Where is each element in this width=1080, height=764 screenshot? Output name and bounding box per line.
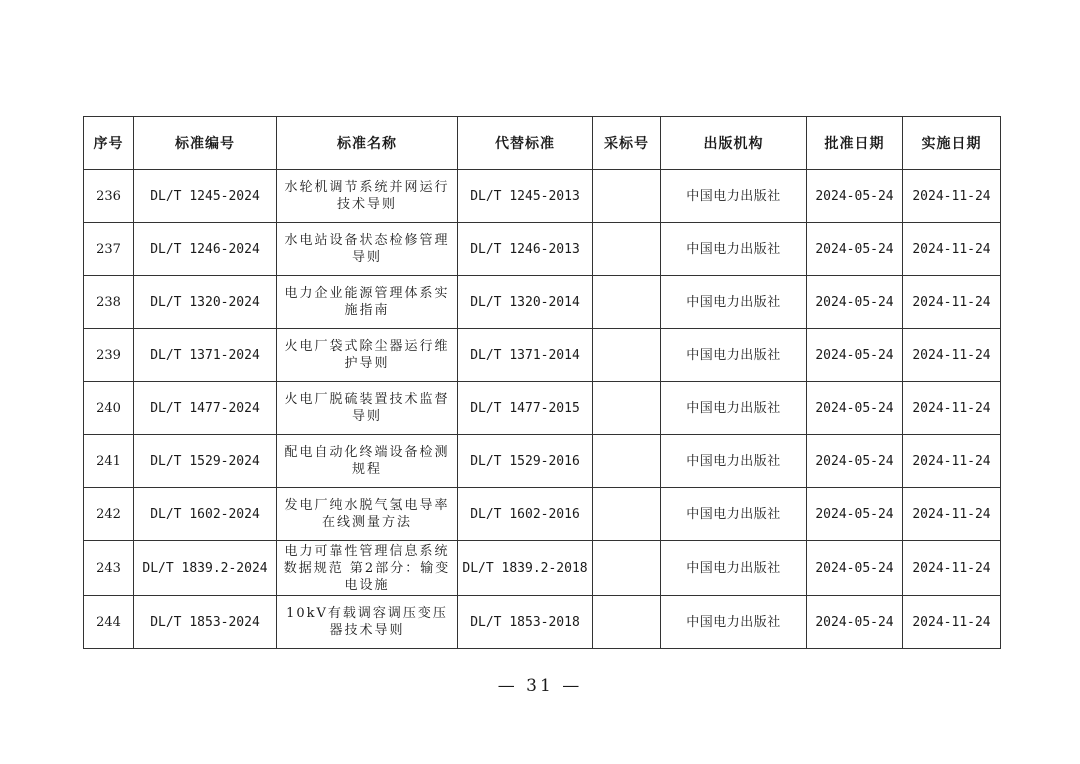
standard-code: DL/T 1839.2-2024: [134, 541, 277, 596]
standard-name: 火电厂袋式除尘器运行维护导则: [277, 329, 458, 382]
publisher: 中国电力出版社: [661, 329, 807, 382]
serial-no: 237: [84, 223, 134, 276]
adopted-no: [593, 276, 661, 329]
replaced-standard: DL/T 1477-2015: [458, 382, 593, 435]
replaced-standard: DL/T 1371-2014: [458, 329, 593, 382]
standard-name: 电力可靠性管理信息系统数据规范 第2部分：输变电设施: [277, 541, 458, 596]
adopted-no: [593, 329, 661, 382]
serial-no: 238: [84, 276, 134, 329]
table-row: [84, 276, 1001, 329]
header-publisher: 出版机构: [661, 117, 807, 170]
publisher: 中国电力出版社: [661, 488, 807, 541]
header-adopted-no: 采标号: [593, 117, 661, 170]
approval-date: 2024-05-24: [807, 276, 903, 329]
publisher: 中国电力出版社: [661, 276, 807, 329]
standard-code: DL/T 1853-2024: [134, 596, 277, 649]
effective-date: 2024-11-24: [903, 596, 1001, 649]
effective-date: 2024-11-24: [903, 541, 1001, 596]
adopted-no: [593, 223, 661, 276]
approval-date: 2024-05-24: [807, 488, 903, 541]
page-number: — 31 —: [497, 676, 583, 696]
table-header-row: [84, 117, 1001, 170]
standard-code: DL/T 1245-2024: [134, 170, 277, 223]
standard-name: 电力企业能源管理体系实施指南: [277, 276, 458, 329]
replaced-standard: DL/T 1245-2013: [458, 170, 593, 223]
standard-code: DL/T 1529-2024: [134, 435, 277, 488]
effective-date: 2024-11-24: [903, 488, 1001, 541]
adopted-no: [593, 382, 661, 435]
standard-name: 发电厂纯水脱气氢电导率在线测量方法: [277, 488, 458, 541]
standard-code: DL/T 1477-2024: [134, 382, 277, 435]
publisher: 中国电力出版社: [661, 541, 807, 596]
table-row: [84, 382, 1001, 435]
publisher: 中国电力出版社: [661, 170, 807, 223]
table-row: [84, 488, 1001, 541]
replaced-standard: DL/T 1853-2018: [458, 596, 593, 649]
replaced-standard: DL/T 1529-2016: [458, 435, 593, 488]
serial-no: 244: [84, 596, 134, 649]
header-effective-date: 实施日期: [903, 117, 1001, 170]
approval-date: 2024-05-24: [807, 541, 903, 596]
publisher: 中国电力出版社: [661, 223, 807, 276]
standard-name: 水轮机调节系统并网运行技术导则: [277, 170, 458, 223]
table-row: [84, 596, 1001, 649]
adopted-no: [593, 170, 661, 223]
replaced-standard: DL/T 1602-2016: [458, 488, 593, 541]
standard-name: 水电站设备状态检修管理导则: [277, 223, 458, 276]
serial-no: 241: [84, 435, 134, 488]
table-row: [84, 170, 1001, 223]
standard-code: DL/T 1246-2024: [134, 223, 277, 276]
table-row: [84, 329, 1001, 382]
approval-date: 2024-05-24: [807, 596, 903, 649]
publisher: 中国电力出版社: [661, 382, 807, 435]
header-standard-code: 标准编号: [134, 117, 277, 170]
approval-date: 2024-05-24: [807, 223, 903, 276]
serial-no: 242: [84, 488, 134, 541]
table-row: [84, 223, 1001, 276]
serial-no: 243: [84, 541, 134, 596]
serial-no: 239: [84, 329, 134, 382]
effective-date: 2024-11-24: [903, 276, 1001, 329]
standard-name: 火电厂脱硫装置技术监督导则: [277, 382, 458, 435]
standard-name: 配电自动化终端设备检测规程: [277, 435, 458, 488]
standards-table: [83, 116, 1001, 649]
effective-date: 2024-11-24: [903, 435, 1001, 488]
effective-date: 2024-11-24: [903, 382, 1001, 435]
approval-date: 2024-05-24: [807, 435, 903, 488]
serial-no: 240: [84, 382, 134, 435]
approval-date: 2024-05-24: [807, 382, 903, 435]
standard-name: 10kV有载调容调压变压器技术导则: [277, 596, 458, 649]
header-approval-date: 批准日期: [807, 117, 903, 170]
header-standard-name: 标准名称: [277, 117, 458, 170]
adopted-no: [593, 435, 661, 488]
publisher: 中国电力出版社: [661, 435, 807, 488]
serial-no: 236: [84, 170, 134, 223]
replaced-standard: DL/T 1320-2014: [458, 276, 593, 329]
standard-code: DL/T 1320-2024: [134, 276, 277, 329]
header-serial-no: 序号: [84, 117, 134, 170]
header-replaced-standard: 代替标准: [458, 117, 593, 170]
table-row: [84, 541, 1001, 596]
table-row: [84, 435, 1001, 488]
replaced-standard: DL/T 1839.2-2018: [458, 541, 593, 596]
replaced-standard: DL/T 1246-2013: [458, 223, 593, 276]
publisher: 中国电力出版社: [661, 596, 807, 649]
standard-code: DL/T 1602-2024: [134, 488, 277, 541]
adopted-no: [593, 488, 661, 541]
standard-code: DL/T 1371-2024: [134, 329, 277, 382]
approval-date: 2024-05-24: [807, 329, 903, 382]
adopted-no: [593, 541, 661, 596]
effective-date: 2024-11-24: [903, 329, 1001, 382]
approval-date: 2024-05-24: [807, 170, 903, 223]
effective-date: 2024-11-24: [903, 170, 1001, 223]
adopted-no: [593, 596, 661, 649]
effective-date: 2024-11-24: [903, 223, 1001, 276]
